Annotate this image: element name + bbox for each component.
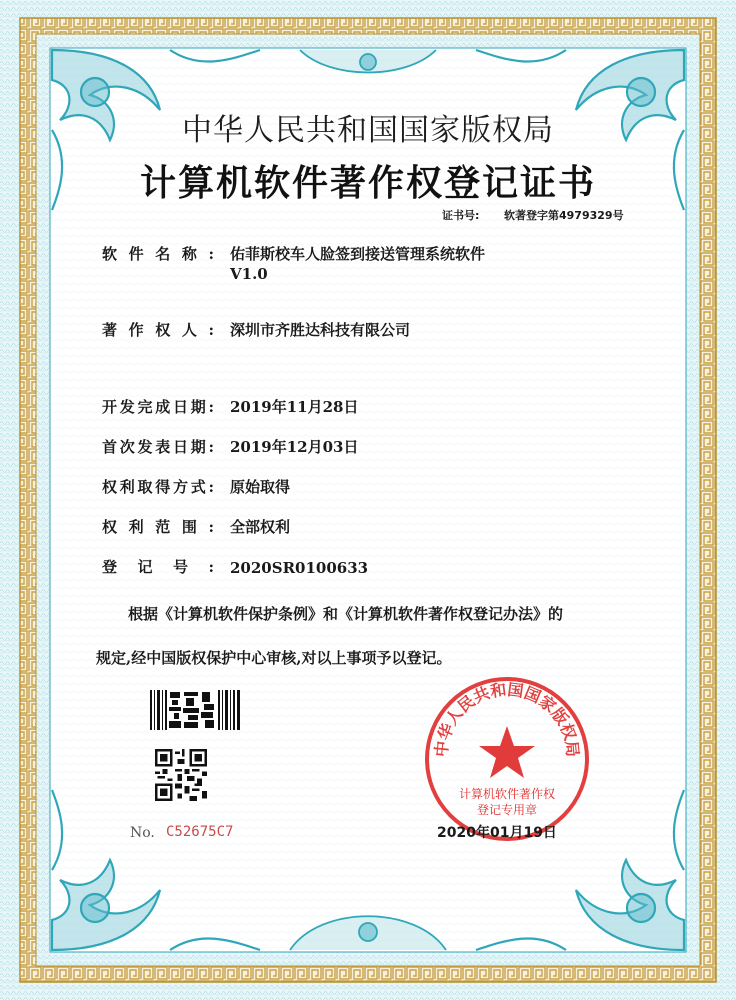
field-value-software-version: V1.0 — [230, 265, 268, 283]
field-label-copyright-owner: 著作权人: — [102, 321, 214, 339]
certificate-number-label: 证书号: — [442, 209, 480, 222]
field-value-development-date: 2019年11月28日 — [230, 398, 359, 416]
seal-ring-text: 中华人民共和国国家版权局 — [431, 679, 583, 758]
field-label-acquisition-method: 权利取得方式: — [102, 478, 214, 496]
qr-code — [155, 749, 207, 801]
serial-number-label: No. — [130, 825, 155, 841]
issue-date: 2020年01月19日 — [437, 825, 557, 841]
barcode-image — [150, 690, 240, 730]
field-label-development-date: 开发完成日期: — [102, 398, 214, 416]
field-label-rights-scope: 权利范围: — [102, 518, 214, 536]
certificate-number-value: 软著登字第4979329号 — [504, 209, 624, 222]
field-value-registration-number: 2020SR0100633 — [230, 559, 369, 577]
serial-number-value: C52675C7 — [166, 824, 234, 840]
seal-inner-line-2: 登记专用章 — [476, 803, 538, 817]
statement-line-2: 规定,经中国版权保护中心审核,对以上事项予以登记。 — [96, 649, 452, 667]
field-value-software-name: 佑菲斯校车人脸签到接送管理系统软件 — [230, 245, 486, 263]
statement-line-1: 根据《计算机软件保护条例》和《计算机软件著作权登记办法》的 — [128, 605, 564, 623]
seal-star-icon — [479, 726, 535, 778]
field-value-publication-date: 2019年12月03日 — [230, 438, 359, 456]
official-seal — [422, 674, 592, 844]
field-value-acquisition-method: 原始取得 — [230, 478, 291, 496]
seal-inner-line-1: 计算机软件著作权 — [458, 787, 556, 801]
field-value-copyright-owner: 深圳市齐胜达科技有限公司 — [230, 321, 411, 339]
issuing-authority: 中华人民共和国国家版权局 — [182, 113, 554, 148]
certificate-title: 计算机软件著作权登记证书 — [139, 162, 596, 204]
field-label-software-name: 软件名称: — [102, 245, 214, 263]
field-value-rights-scope: 全部权利 — [230, 518, 291, 536]
field-label-registration-number: 登记号: — [102, 558, 214, 576]
field-label-publication-date: 首次发表日期: — [102, 438, 214, 456]
